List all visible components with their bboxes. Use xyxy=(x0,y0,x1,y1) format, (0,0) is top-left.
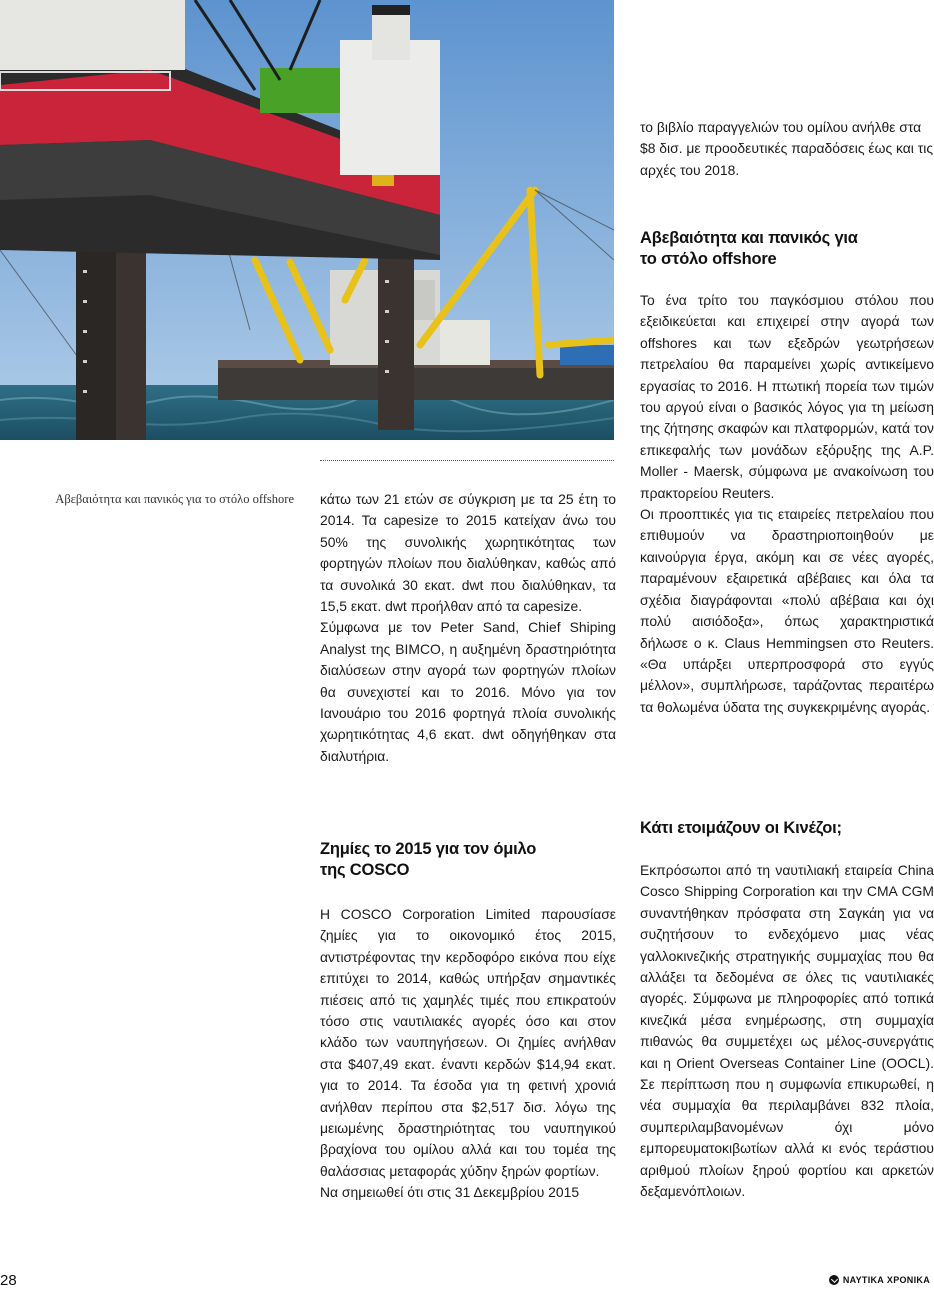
middle-paragraph-3: Η COSCO Corporation Limited παρουσίασε ζημίες για το οικονομικό έτος 2015, αντιστρέφοντας την κερδοφόρο εικόνα που είχε επιτύχει το 2014, καθώς υπήρξαν σημαντικές πιέσεις από τις χαμηλές τιμές που επικρατούν τόσο στις ναυτιλιακές αγορές όσο και στον κλάδο των ναυπηγήσεων. Οι ζημίες ανήλθαν στα $407,49 εκατ. έναντι κερδών $14,94 εκατ. για το 2014. Τα έσοδα για τη φετινή χρονιά ανήλθαν περίπου στα $2,517 δισ. λόγω της μειωμένης δραστηριότητας του ναυπηγικού βραχίονα του ομίλου αλλά και του τομέα της θαλάσσιας μεταφοράς χύδην ξηρών φορτίων. xyxy=(320,906,616,1179)
offshore-paragraph-2: Οι προοπτικές για τις εταιρείες πετρελαίου που επιθυμούν να δραστηριοποιηθούν με καινούργια έργα, ακόμη και σε νέες αγορές, παραμένουν εξαιρετικά αβέβαιες και όλα τα σχέδια διαγράφονται «πολύ αβέβαια και όχι πολύ αισιόδοξα», όπως χαρακτηριστικά δήλωσε ο κ. Claus Hemmingsen στο Reuters. «Θα υπάρξει υπερπροσφορά στο εγγύς μέλλον», συμπλήρωσε, ταράζοντας περαιτέρω τα θολωμένα ύδατα της συγκεκριμένης αγοράς. xyxy=(640,506,934,715)
chinese-paragraph-1: Εκπρόσωποι από τη ναυτιλιακή εταιρεία China Cosco Shipping Corporation και την CMA CGM συναντήθηκαν πρόσφατα στη Σαγκάη για να συζητήσουν το ενδεχόμενο μιας νέας γαλλοκινεζικής στρατηγικής συμμαχίας που θα αλλάξει τα δεδομένα σε όλες τις ναυτιλιακές αγορές. Σύμφωνα με πληροφορίες από τοπικά κινεζικά μέσα ενημέρωσης, στη συμμαχία πιθανώς θα συμμετέχει ως μέλος-συνεργάτις και η Orient Overseas Container Line (OOCL). Σε περίπτωση που η συμφωνία επικυρωθεί, η νέα συμμαχία θα περιλαμβάνει 832 πλοία, συμπεριλαμβανομένων όχι μόνο εμπορευματοκιβωτίων αλλά κι ενός τεράστιου αριθμού πλοίων ξηρού φορτίου και αρκετών δεξαμενόπλοιων. xyxy=(640,862,934,1200)
footer-brand xyxy=(829,1275,930,1285)
photo-illustration xyxy=(0,0,614,440)
offshore-paragraph-1: Το ένα τρίτο του παγκόσμιου στόλου που εξειδικεύεται και επιχειρεί στην αγορά των offshores και των εξεδρών γεωτρήσεων πετρελαίου θα παραμείνει χωρίς αντικείμενο εργασίας το 2016. Η πτωτική πορεία των τιμών του αργού είναι ο βασικός λόγος για τη μείωση της ζήτησης σκαφών και πλατφορμών, κατά τον επικεφαλής των μονάδων εξόρυξης της A.P. Moller - Maersk, σύμφωνα με ανακοίνωση του πρακτορείου Reuters. xyxy=(640,292,934,501)
cosco-heading-line-1: Ζημίες το 2015 για τον όμιλο xyxy=(320,840,537,858)
brand-name: ΝΑΥΤΙΚΑ ΧΡΟΝΙΚΑ xyxy=(842,1275,930,1285)
right-column-intro xyxy=(640,117,934,181)
middle-column-bottom xyxy=(320,904,616,1204)
offshore-heading-line-2: το στόλο offshore xyxy=(640,250,777,268)
middle-paragraph-2: Σύμφωνα με τον Peter Sand, Chief Shiping Analyst της BIMCO, η αυξημένη δραστηριότητα διαλύσεων στην αγορά των φορτηγών πλοίων θα συνεχιστεί και το 2016. Μόνο για τον Ιανουάριο του 2016 φορτηγά πλοία συνολικής χωρητικότητας 4,6 εκατ. dwt οδηγήθηκαν στα διαλυτήρια. xyxy=(320,619,616,764)
middle-paragraph-1: κάτω των 21 ετών σε σύγκριση με τα 25 έτη το 2014. Τα capesize το 2015 κατείχαν άνω του 50% της συνολικής χωρητικότητας των φορτηγών πλοίων που διαλύθηκαν, καθώς από τα συνολικά 30 εκατ. dwt που διαλύθηκαν, τα 15,5 εκατ. dwt προήλθαν από τα capesize. xyxy=(320,491,616,615)
right-column-chinese xyxy=(640,860,934,1203)
right-intro-paragraph: το βιβλίο παραγγελιών του ομίλου ανήλθε στα $8 δισ. με προοδευτικές παραδόσεις έως και τις αρχές του 2018. xyxy=(640,119,934,178)
offshore-section-heading xyxy=(640,228,934,270)
offshore-heading-line-1: Αβεβαιότητα και πανικός για xyxy=(640,229,858,247)
cosco-section-heading xyxy=(320,839,616,881)
cosco-heading-line-2: της COSCO xyxy=(320,861,410,879)
middle-paragraph-4: Να σημειωθεί ότι στις 31 Δεκεμβρίου 2015 xyxy=(320,1184,580,1201)
page-number: 28 xyxy=(0,1272,17,1289)
photo-caption: Αβεβαιότητα και πανικός για το στόλο offshore xyxy=(55,492,294,506)
brand-logo-icon xyxy=(829,1275,839,1285)
dotted-divider xyxy=(320,460,614,461)
middle-column-top xyxy=(320,489,616,767)
right-column-offshore xyxy=(640,290,934,718)
chinese-section-heading: Κάτι ετοιμάζουν οι Κινέζοι; xyxy=(640,819,842,837)
offshore-rig-photo xyxy=(0,0,614,440)
